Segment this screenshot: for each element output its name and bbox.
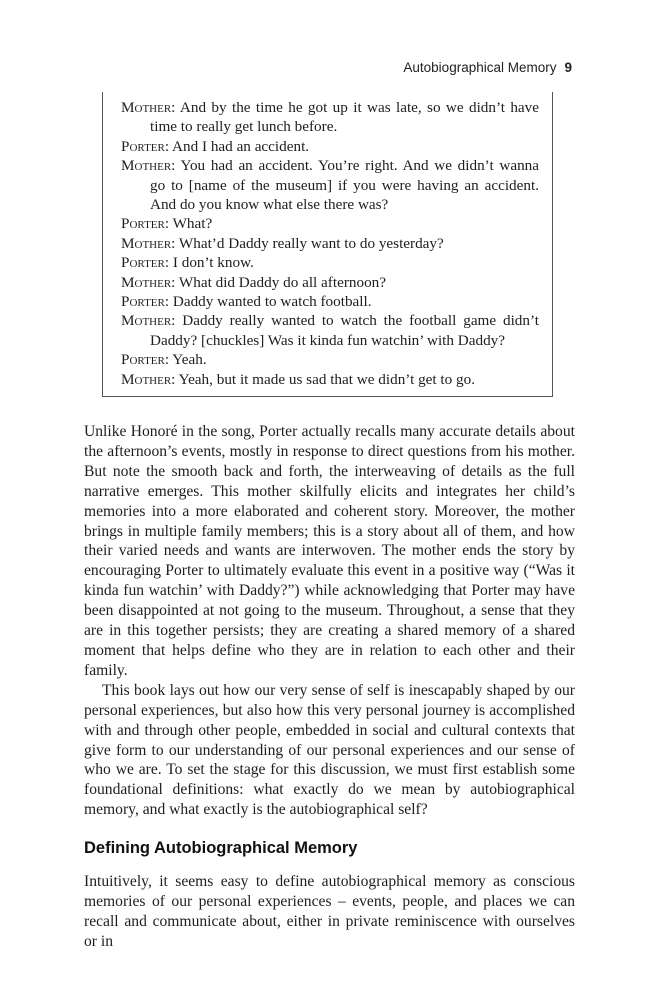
turn-text: And by the time he got up it was late, so we didn’t have time to really get lunch before. xyxy=(150,99,540,136)
body-paragraph: Unlike Honoré in the song, Porter actually recalls many accurate details about the afternoon’s events, mostly in response to direct questions from his mother. But note the smooth back and forth, the interweaving of details as the full narrative emerges. This mother skilfully elicits and integrates her child’s memories into a more elaborated and coherent story. Moreover, the mother brings in multiple family members; this is a story about all of them, and how their varied needs and wants are interwoven. The mother ends the story by encouraging Porter to ultimately evaluate this event in a positive way (“Was it kinda fun watchin’ with Daddy?”) while acknowledging that Porter may have been disappointed at not going to the museum. Throughout, a sense that they are in this together persists; they are creating a shared memory of a shared moment that helps define who they are in relation to each other and their family. xyxy=(84,423,575,679)
speaker-label: Mother xyxy=(121,99,172,116)
body-paragraph: This book lays out how our very sense of self is inescapably shaped by our personal experiences, but also how this very personal journey is accomplished with and through other people, embedded in social and cultural contexts that give form to our understanding of our personal experiences and our sense of who we are. To set the stage for this discussion, we must first establish some foundational definitions: what exactly do we mean by autobiographical memory, and what exactly is the autobiographical self? xyxy=(84,681,575,819)
section-paragraph: Intuitively, it seems easy to define autobiographical memory as conscious memories of our personal experiences – events, people, and places we can recall and communicate about, either in private reminiscence with ourselves or in xyxy=(84,873,575,950)
speaker-label: Mother xyxy=(121,370,172,388)
body-text xyxy=(84,422,575,820)
transcript-box xyxy=(102,92,553,397)
speaker-label: Mother xyxy=(121,273,172,291)
speaker-label: Porter xyxy=(121,137,165,155)
speaker-label: Porter xyxy=(121,293,165,311)
transcript-turn: Mother: Yeah, but it made us sad that we didn’t get to go. xyxy=(121,370,476,388)
turn-text: What did Daddy do all afternoon? xyxy=(178,273,386,291)
speaker-label: Mother xyxy=(121,157,172,175)
transcript-turn: Porter: I don’t know. xyxy=(121,254,254,272)
turn-text: Yeah. xyxy=(172,351,207,369)
transcript-turn: Porter: Yeah. xyxy=(121,351,207,369)
turn-text: You had an accident. You’re right. And we didn’t wanna go to [name of the museum] if you were having an accident. And do you know what else there was? xyxy=(150,157,540,214)
transcript-turn: Porter: And I had an accident. xyxy=(121,137,310,155)
speaker-label: Porter xyxy=(121,215,165,233)
page-number: 9 xyxy=(564,60,572,75)
turn-text: And I had an accident. xyxy=(172,137,310,155)
turn-text: Daddy wanted to watch football. xyxy=(172,293,372,311)
section-heading: Defining Autobiographical Memory xyxy=(84,839,358,857)
section-text xyxy=(84,872,575,952)
speaker-label: Porter xyxy=(121,351,165,369)
turn-text: Yeah, but it made us sad that we didn’t get to go. xyxy=(178,370,476,388)
turn-text: What? xyxy=(172,215,213,233)
transcript-turn: Mother: What’d Daddy really want to do yesterday? xyxy=(121,234,444,252)
running-head xyxy=(403,60,572,75)
transcript-turn: Mother: Daddy really wanted to watch the football game didn’t Daddy? [chuckles] Was it kinda fun watchin’ with Daddy? xyxy=(121,312,539,349)
turn-text: What’d Daddy really want to do yesterday? xyxy=(178,234,444,252)
transcript-turn: Porter: Daddy wanted to watch football. xyxy=(121,293,372,311)
speaker-label: Mother xyxy=(121,234,172,252)
transcript-turn: Mother: And by the time he got up it was late, so we didn’t have time to really get lunch before. xyxy=(121,99,540,136)
transcript-turn: Porter: What? xyxy=(121,215,213,233)
turn-text: Daddy really wanted to watch the football game didn’t Daddy? [chuckles] Was it kinda fun watchin’ with Daddy? xyxy=(150,312,539,349)
speaker-label: Porter xyxy=(121,254,165,272)
transcript-turn: Mother: You had an accident. You’re right. And we didn’t wanna go to [name of the museum] if you were having an accident. And do you know what else there was? xyxy=(121,157,540,214)
transcript-turn: Mother: What did Daddy do all afternoon? xyxy=(121,273,386,291)
turn-text: I don’t know. xyxy=(172,254,254,272)
speaker-label: Mother xyxy=(121,312,172,330)
running-head-title: Autobiographical Memory xyxy=(403,60,557,75)
